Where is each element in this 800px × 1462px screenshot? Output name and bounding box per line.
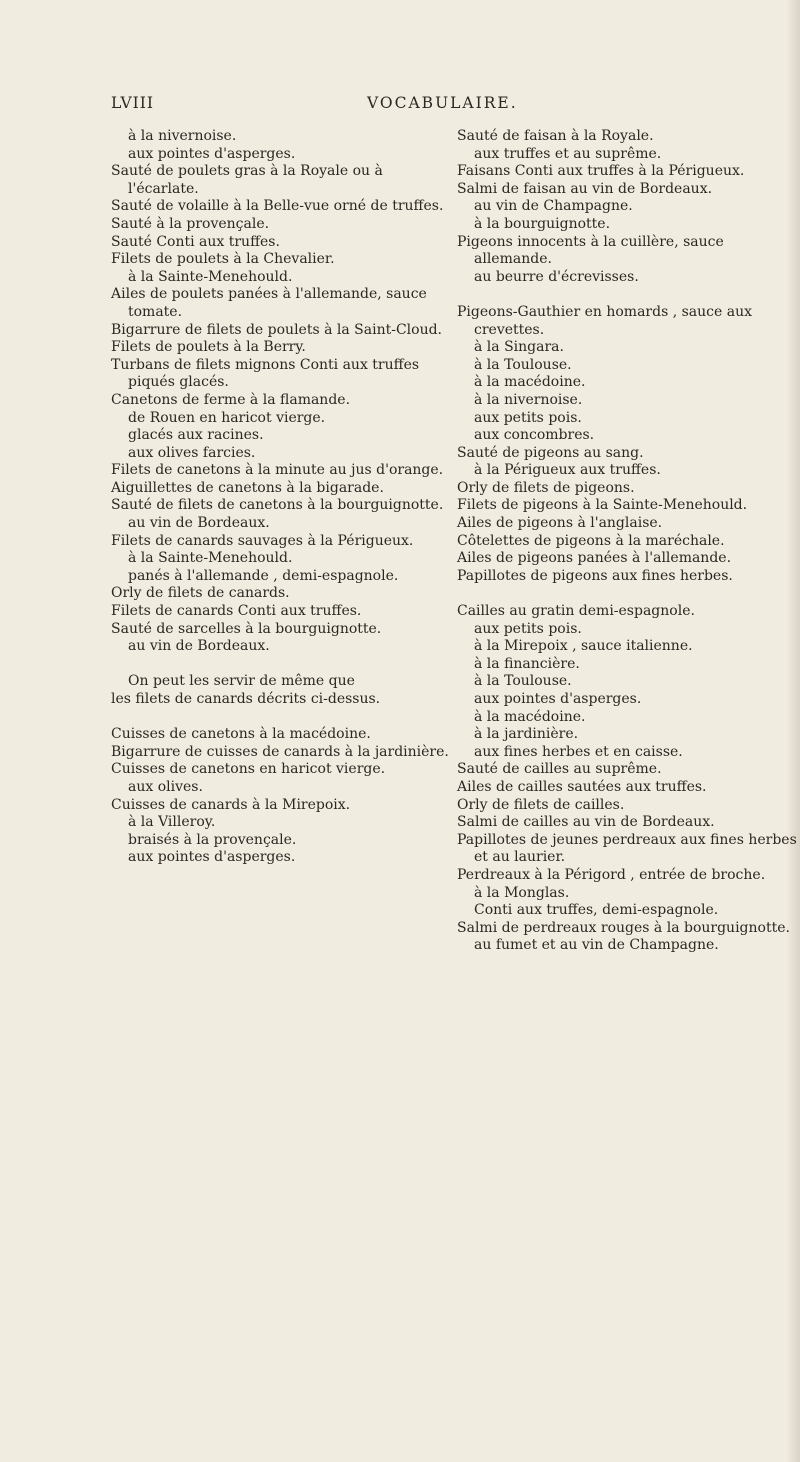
note-line: les filets de canards décrits ci-dessus.	[111, 691, 381, 707]
menu-entry: Turbans de filets mignons Conti aux truffes piqués glacés.	[111, 356, 420, 391]
menu-entry: Sauté de filets de canetons à la bourguignotte.	[111, 497, 444, 514]
right-entries-faisan	[457, 128, 797, 286]
menu-subentry: à la Monglas.	[474, 884, 570, 901]
menu-entry: Sauté à la provençale.	[111, 215, 270, 232]
menu-entry: Bigarrure de filets de poulets à la Saint-Cloud.	[111, 321, 442, 338]
left-entries-cuisses	[111, 726, 451, 867]
menu-subentry: au beurre d'écrevisses.	[474, 268, 639, 285]
menu-subentry: à la Toulouse.	[474, 356, 572, 373]
menu-entry: Cuisses de canards à la Mirepoix.	[111, 796, 351, 813]
menu-subentry: à la Sainte-Menehould.	[128, 268, 293, 285]
menu-subentry: à la Singara.	[474, 339, 564, 356]
menu-subentry: à la Toulouse.	[474, 673, 572, 690]
menu-entry: Salmi de faisan au vin de Bordeaux.	[457, 180, 713, 197]
menu-subentry: au vin de Bordeaux.	[128, 638, 270, 655]
menu-entry: Papillotes de pigeons aux fines herbes.	[457, 567, 733, 584]
menu-entry: Canetons de ferme à la flamande.	[111, 391, 351, 408]
menu-subentry: glacés aux racines.	[128, 427, 264, 444]
menu-entry: Ailes de pigeons panées à l'allemande.	[457, 550, 732, 567]
menu-entry: Cuisses de canetons à la macédoine.	[111, 726, 371, 743]
menu-entry: Ailes de poulets panées à l'allemande, sauce tomate.	[111, 286, 427, 320]
menu-subentry: Conti aux truffes, demi-espagnole.	[474, 902, 719, 919]
right-entries-cailles	[457, 603, 797, 955]
menu-entry: Filets de poulets à la Chevalier.	[111, 251, 335, 268]
menu-entry: Sauté de faisan à la Royale.	[457, 128, 654, 144]
menu-entry: Cuisses de canetons en haricot vierge.	[111, 761, 386, 778]
menu-entry: Salmi de perdreaux rouges à la bourguignotte.	[457, 919, 790, 936]
menu-subentry: à la Mirepoix , sauce italienne.	[474, 638, 693, 655]
menu-entry: Perdreaux à la Périgord , entrée de broche.	[457, 866, 766, 883]
right-entries-pigeons	[457, 304, 797, 586]
menu-entry: Pigeons-Gauthier en homards , sauce aux crevettes.	[457, 303, 752, 338]
menu-subentry: au fumet et au vin de Champagne.	[474, 937, 719, 954]
menu-subentry: aux petits pois.	[474, 620, 582, 637]
menu-entry: Orly de filets de canards.	[111, 585, 290, 602]
menu-subentry: à la Périgueux aux truffes.	[474, 462, 661, 479]
menu-entry: Cailles au gratin demi-espagnole.	[457, 603, 695, 620]
note-line: On peut les servir de même que	[128, 673, 355, 690]
menu-entry: Sauté Conti aux truffes.	[111, 233, 280, 250]
menu-subentry: de Rouen en haricot vierge.	[128, 409, 326, 426]
menu-subentry: aux truffes et au suprême.	[474, 145, 662, 162]
menu-entry: Aiguillettes de canetons à la bigarade.	[111, 479, 384, 496]
menu-entry: Filets de pigeons à la Sainte-Menehould.	[457, 497, 748, 514]
menu-entry: Faisans Conti aux truffes à la Périgueux.	[457, 163, 745, 180]
menu-entry: Sauté de volaille à la Belle-vue orné de truffes.	[111, 198, 444, 215]
menu-subentry: panés à l'allemande , demi-espagnole.	[128, 567, 399, 584]
menu-subentry: aux fines herbes et en caisse.	[474, 743, 683, 760]
menu-subentry: à la financière.	[474, 655, 580, 672]
menu-subentry: aux pointes d'asperges.	[128, 145, 296, 162]
menu-subentry: à la macédoine.	[474, 708, 586, 725]
note-paragraph	[111, 673, 451, 708]
menu-subentry: à la nivernoise.	[128, 128, 237, 144]
menu-subentry: braisés à la provençale.	[128, 831, 297, 848]
menu-entry: Filets de poulets à la Berry.	[111, 339, 306, 356]
menu-subentry: aux pointes d'asperges.	[128, 849, 296, 866]
menu-subentry: à la Villeroy.	[128, 814, 216, 831]
menu-entry: Côtelettes de pigeons à la maréchale.	[457, 532, 725, 549]
menu-entry: Orly de filets de cailles.	[457, 796, 625, 813]
menu-entry: Bigarrure de cuisses de canards à la jardinière.	[111, 743, 449, 760]
menu-entry: Ailes de pigeons à l'anglaise.	[457, 515, 663, 532]
right-column	[457, 128, 797, 955]
menu-entry: Filets de canards Conti aux truffes.	[111, 603, 362, 620]
menu-subentry: à la nivernoise.	[474, 391, 583, 408]
menu-subentry: à la bourguignotte.	[474, 215, 611, 232]
running-title: VOCABULAIRE.	[367, 94, 518, 112]
menu-entry: Sauté de poulets gras à la Royale ou à l'écarlate.	[111, 163, 383, 197]
menu-entry: Pigeons innocents à la cuillère, sauce allemande.	[457, 233, 724, 268]
menu-entry: Filets de canards sauvages à la Périgueux.	[111, 532, 414, 549]
menu-entry: Sauté de pigeons au sang.	[457, 444, 644, 461]
page-folio: LVIII	[111, 94, 155, 112]
menu-entry: Ailes de cailles sautées aux truffes.	[457, 778, 707, 795]
menu-entry: Salmi de cailles au vin de Bordeaux.	[457, 814, 715, 831]
menu-subentry: à la Sainte-Menehould.	[128, 550, 293, 567]
menu-subentry: aux olives farcies.	[128, 444, 256, 461]
menu-subentry: au vin de Champagne.	[474, 198, 633, 215]
menu-subentry: à la jardinière.	[474, 726, 579, 743]
menu-entry: Orly de filets de pigeons.	[457, 479, 635, 496]
menu-subentry: au vin de Bordeaux.	[128, 515, 270, 532]
menu-entry: Papillotes de jeunes perdreaux aux fines herbes et au laurier.	[457, 831, 797, 866]
left-entries	[111, 128, 451, 656]
menu-entry: Sauté de cailles au suprême.	[457, 761, 662, 778]
menu-entry: Sauté de sarcelles à la bourguignotte.	[111, 620, 382, 637]
menu-subentry: aux pointes d'asperges.	[474, 691, 642, 707]
menu-subentry: aux petits pois.	[474, 409, 582, 426]
menu-subentry: aux olives.	[128, 778, 203, 795]
left-column	[111, 128, 451, 867]
menu-entry: Filets de canetons à la minute au jus d'orange.	[111, 462, 444, 479]
menu-subentry: aux concombres.	[474, 427, 595, 444]
menu-subentry: à la macédoine.	[474, 374, 586, 391]
page-header	[111, 94, 555, 124]
